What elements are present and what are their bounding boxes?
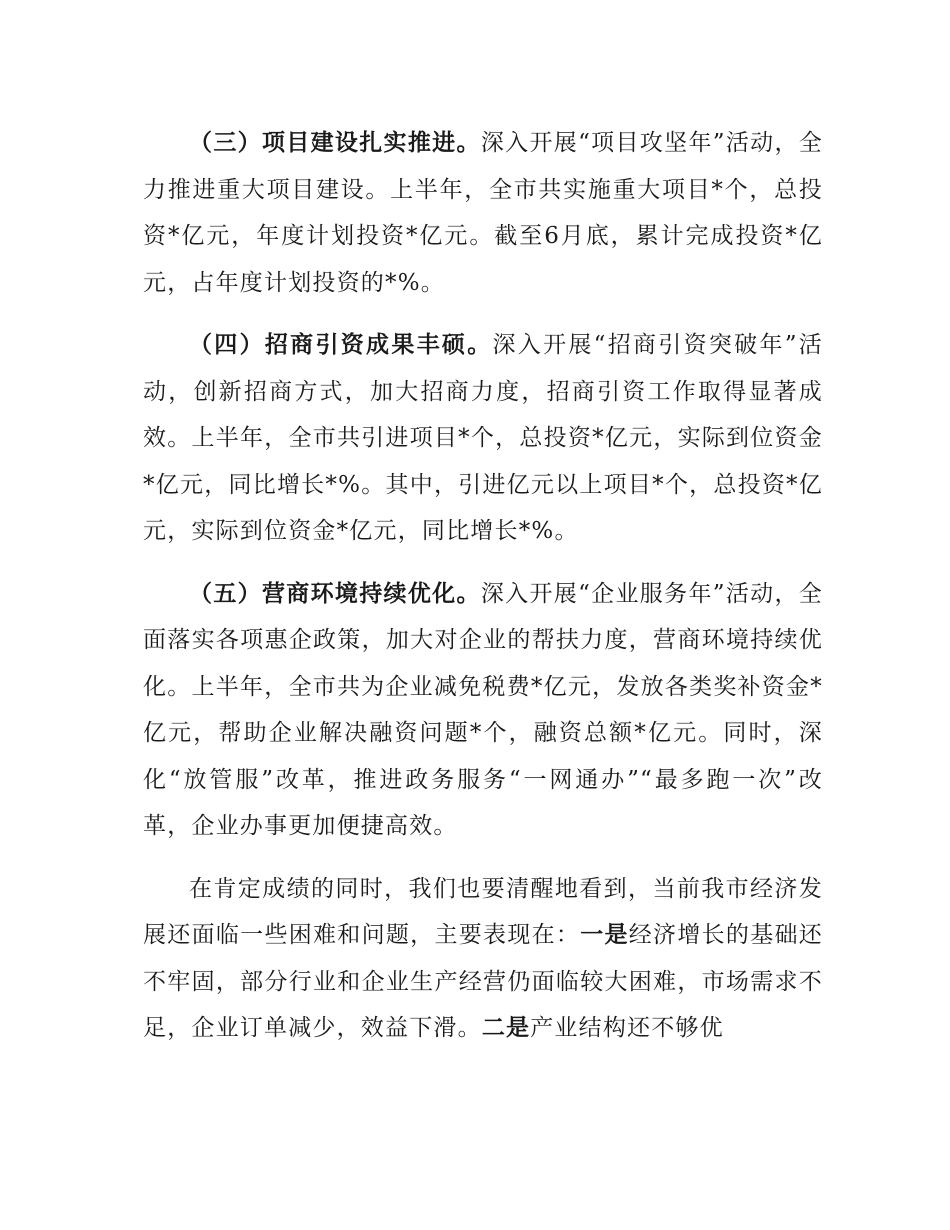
section-text: 深入开展“招商引资突破年”活动，创新招商方式，加大招商力度，招商引资工作取得显著成效。上半年，全市共引进项目*个，总投资*亿元，实际到位资金*亿元，同比增长*%。其中，引进亿元以上项目*个，总投资*亿元，实际到位资金*亿元，同比增长*%。 [143,332,823,544]
section-project-construction [143,120,823,306]
section-problems [143,866,823,1052]
problem-label-second: 二是 [481,1015,531,1041]
problem-label-first: 一是 [580,922,629,948]
problem-text-second: 产业结构还不够优 [530,1015,724,1041]
section-heading: （三）项目建设扎实推进。 [189,130,481,156]
section-heading: （四）招商引资成果丰硕。 [189,332,493,358]
document-body [143,120,823,1052]
section-text: 深入开展“企业服务年”活动，全面落实各项惠企政策，加大对企业的帮扶力度，营商环境持续优化。上半年，全市共为企业减免税费*亿元，发放各类奖补资金*亿元，帮助企业解决融资问题*个，融资总额*亿元。同时，深化“放管服”改革，推进政务服务“一网通办”“最多跑一次”改革，企业办事更加便捷高效。 [143,580,823,839]
section-text: 深入开展“项目攻坚年”活动，全力推进重大项目建设。上半年，全市共实施重大项目*个，总投资*亿元，年度计划投资*亿元。截至6月底，累计完成投资*亿元，占年度计划投资的*%。 [143,130,823,296]
problems-intro: 在肯定成绩的同时，我们也要清醒地看到，当前我市经济发展还面临一些困难和问题，主要表现在： [143,875,823,948]
section-investment-attraction [143,322,823,555]
problem-text-first: 经济增长的基础还不牢固，部分行业和企业生产经营仍面临较大困难，市场需求不足，企业订单减少，效益下滑。 [143,922,823,1041]
section-heading: （五）营商环境持续优化。 [189,580,481,607]
section-business-environment [143,571,823,850]
